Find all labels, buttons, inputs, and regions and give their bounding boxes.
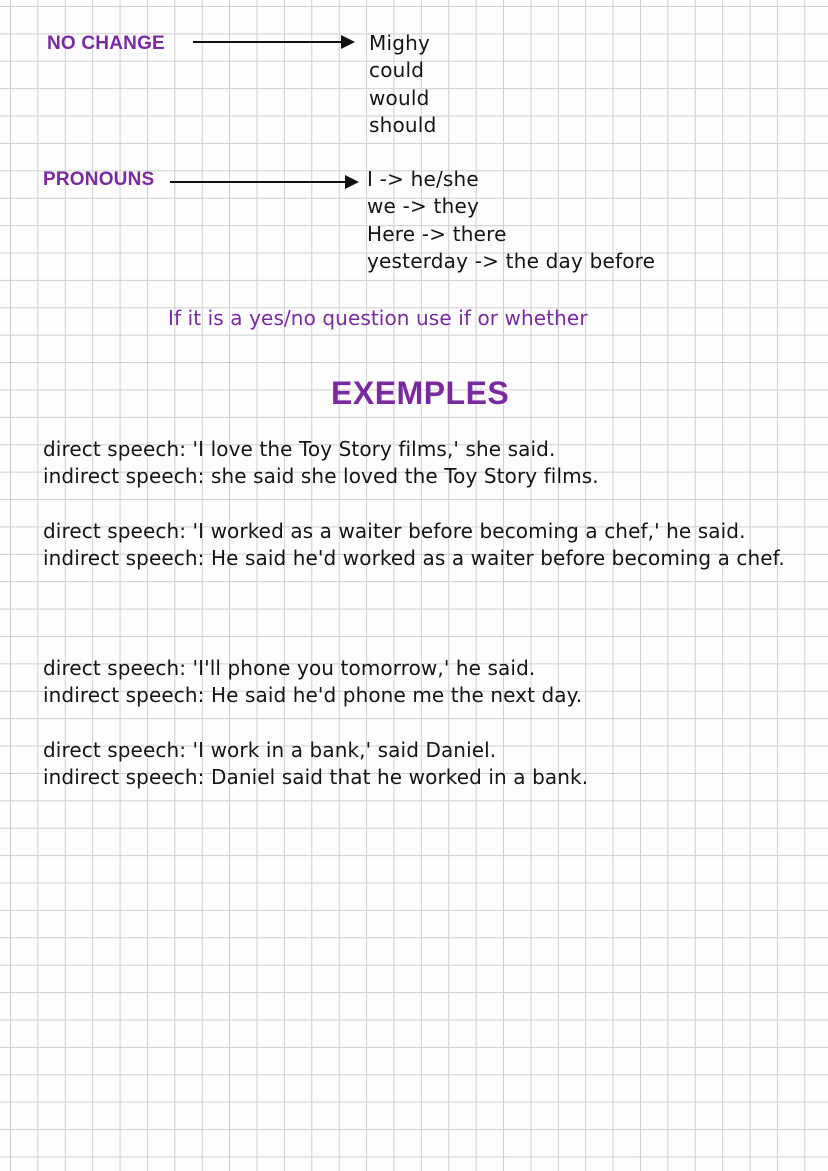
example-block (43, 436, 818, 491)
direct-speech: direct speech: 'I worked as a waiter before becoming a chef,' he said. (43, 519, 746, 543)
yes-no-rule: If it is a yes/no question use if or whether (168, 306, 588, 330)
indirect-speech: indirect speech: she said she loved the Toy Story films. (43, 464, 599, 489)
no-change-label: NO CHANGE (47, 33, 165, 54)
no-change-arrow (193, 41, 353, 43)
direct-speech: direct speech: 'I love the Toy Story films,' she said. (43, 437, 556, 461)
indirect-speech: indirect speech: He said he'd worked as a waiter before becoming a chef. (43, 546, 785, 571)
pronoun-item: we -> they (367, 194, 480, 219)
pronouns-arrow (170, 181, 357, 183)
indirect-speech: indirect speech: Daniel said that he worked in a bank. (43, 765, 589, 790)
example-block (43, 518, 818, 573)
pronoun-item: Here -> there (367, 221, 507, 246)
no-change-item: should (369, 113, 437, 138)
pronouns-list (367, 166, 655, 276)
example-block (43, 737, 818, 792)
no-change-item: could (369, 58, 425, 83)
pronoun-item: I -> he/she (367, 167, 479, 191)
pronoun-item: yesterday -> the day before (367, 249, 656, 274)
direct-speech: direct speech: 'I work in a bank,' said Daniel. (43, 738, 497, 762)
indirect-speech: indirect speech: He said he'd phone me the next day. (43, 683, 583, 708)
pronouns-label: PRONOUNS (43, 169, 155, 190)
no-change-list (369, 30, 436, 140)
no-change-item: Mighy (369, 31, 431, 55)
example-block (43, 655, 818, 710)
no-change-item: would (369, 85, 430, 110)
direct-speech: direct speech: 'I'll phone you tomorrow,' he said. (43, 656, 536, 680)
examples-heading: EXEMPLES (331, 375, 510, 411)
